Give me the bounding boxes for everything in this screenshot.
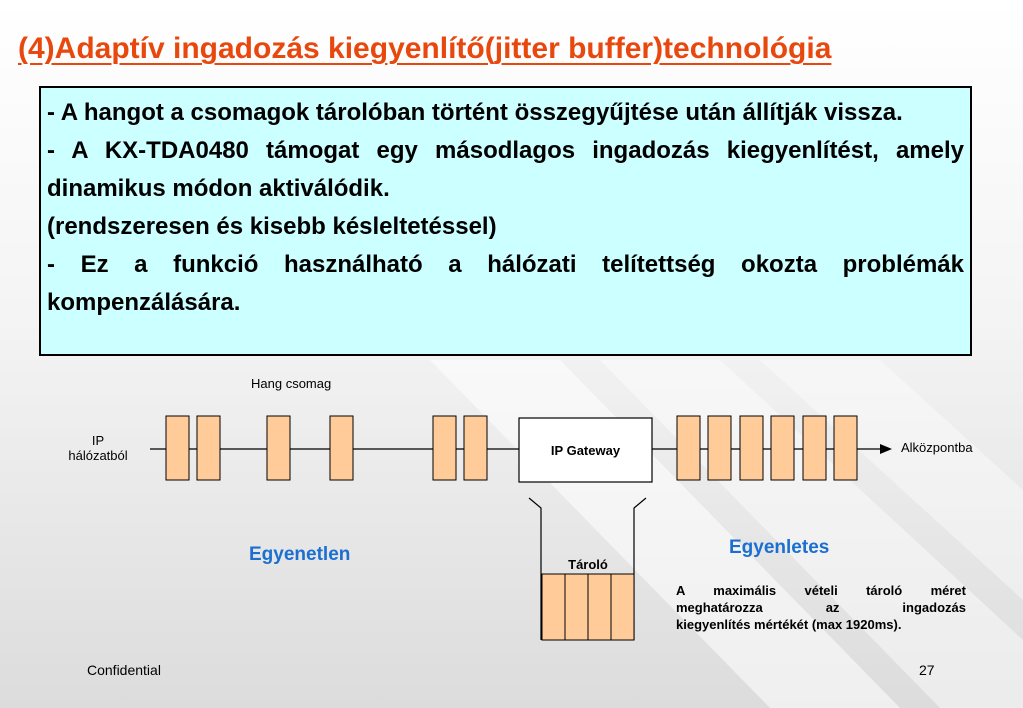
packet-even: [803, 416, 826, 480]
funnel-right: [634, 498, 646, 640]
bullet-3: - Ez a funkció használható a hálózati telítettség okozta problémák kompenzálására.: [47, 251, 964, 316]
packet-even: [708, 416, 731, 480]
packet-even: [677, 416, 700, 480]
buffer-stack: [542, 574, 634, 640]
packet-even: [771, 416, 794, 480]
page-number: 27: [919, 662, 935, 678]
bullet-1: - A hangot a csomagok tárolóban történt összegyűjtése után állítják vissza.: [47, 99, 903, 126]
destination-label: Alközpontba: [901, 440, 973, 455]
buffer-note-line1: A maximális vételi tároló méret: [676, 583, 966, 598]
packet-even: [740, 416, 763, 480]
source-label-line1: IP: [91, 433, 105, 448]
packet-uneven: [464, 416, 487, 480]
even-label: Egyenletes: [729, 537, 830, 558]
buffer-note: [676, 582, 966, 633]
packet-uneven: [433, 416, 456, 480]
source-label: [58, 433, 138, 463]
packet-even: [834, 416, 857, 480]
packet-uneven: [267, 416, 290, 480]
footer-confidential: Confidential: [87, 662, 161, 678]
packet-uneven: [330, 416, 353, 480]
buffer-note-line2: meghatározza az ingadozás: [676, 600, 966, 615]
slide-title: (4)Adaptív ingadozás kiegyenlítő(jitter buffer)technológia: [18, 32, 832, 65]
uneven-label: Egyenetlen: [249, 544, 351, 565]
packet-uneven: [197, 416, 220, 480]
buffer-label: Tároló: [568, 557, 608, 572]
gateway-label: IP Gateway: [550, 442, 621, 458]
packet-label: Hang csomag: [251, 376, 332, 391]
flow-arrowhead: [880, 444, 892, 454]
funnel-left: [529, 498, 541, 640]
packet-uneven: [166, 416, 189, 480]
source-label-line2: hálózatból: [68, 448, 128, 463]
buffer-note-line3: kiegyenlítés mértékét (max 1920ms).: [676, 617, 902, 632]
bullet-2: - A KX-TDA0480 támogat egy másodlagos ingadozás kiegyenlítést, amely dinamikus módon aktiválódik.: [47, 137, 964, 202]
bullet-2-note: (rendszeresen és kisebb késleltetéssel): [47, 213, 497, 240]
